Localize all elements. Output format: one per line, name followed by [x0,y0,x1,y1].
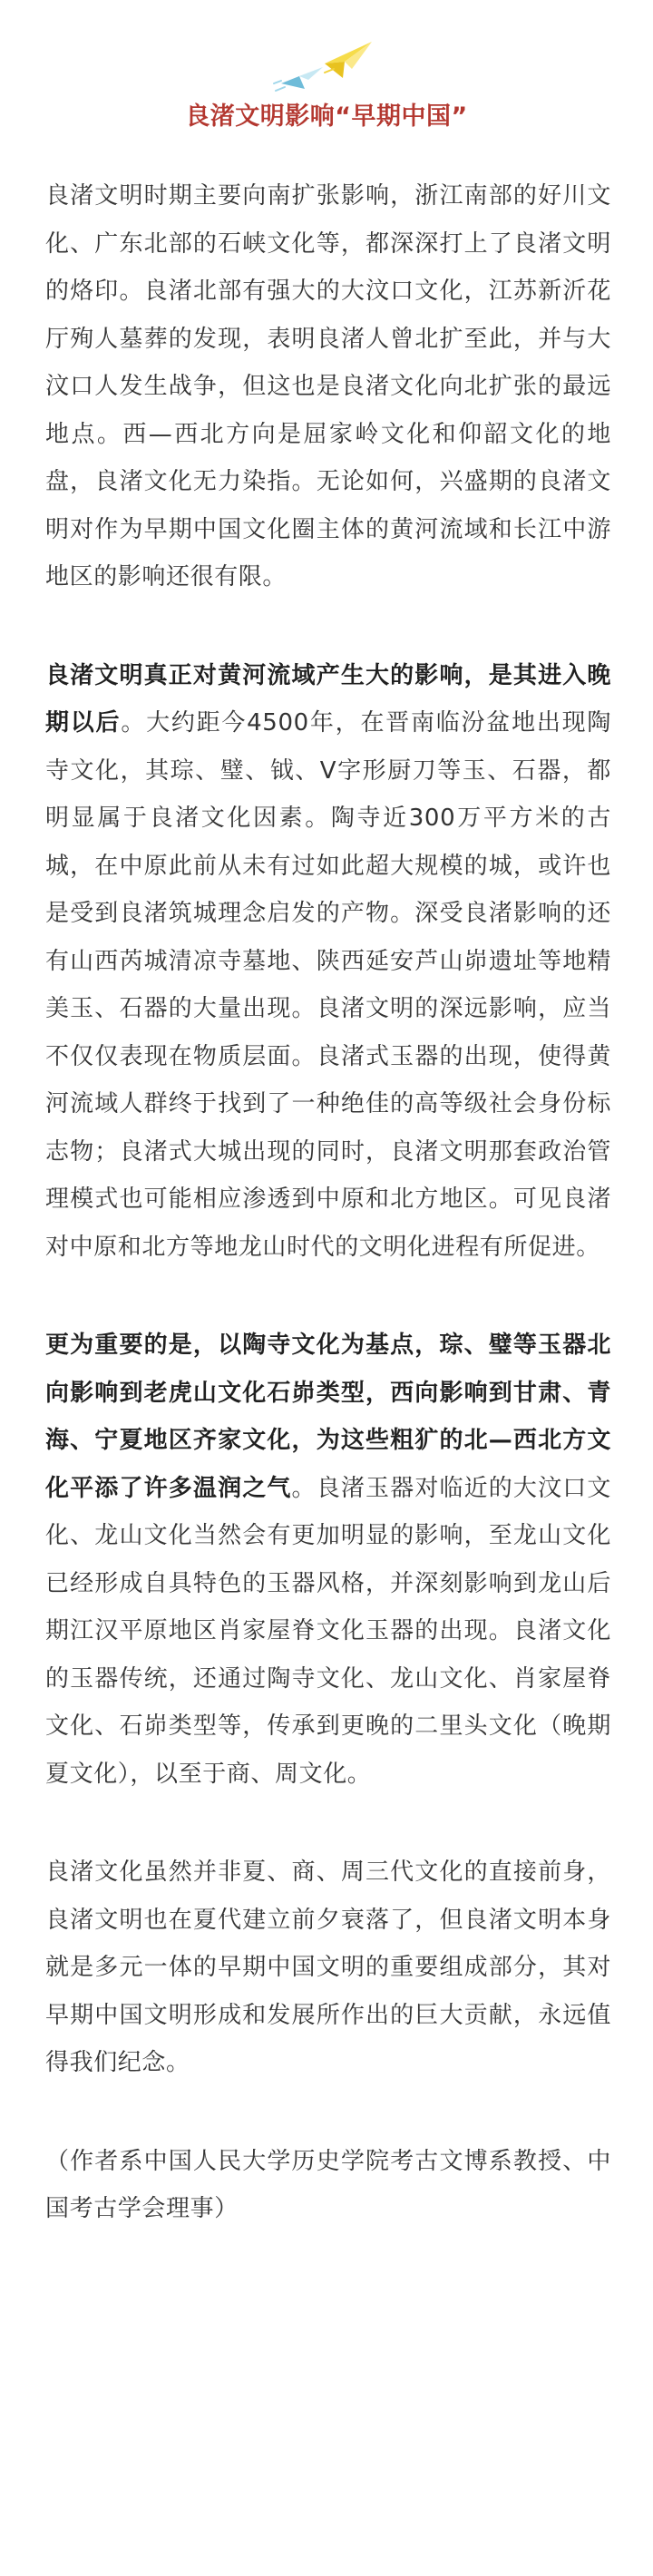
paper-plane-yellow-icon [325,42,372,78]
paper-plane-blue-icon [274,67,323,91]
paragraph-3 [45,1322,611,1798]
article-header [0,36,653,145]
paragraph-4 [45,1849,611,2087]
author-note: （作者系中国人民大学历史学院考古文博系教授、中国考古学会理事） [45,2147,611,2222]
paragraph-1 [45,172,611,601]
paragraph-3-text: 。良渚玉器对临近的大汶口文化、龙山文化当然会有更加明显的影响，至龙山文化已经形成自具特色的玉器风格，并深刻影响到龙山后期江汉平原地区肖家屋脊文化玉器的出现。良渚文化的玉器传统，还通过陶寺文化、龙山文化、肖家屋脊文化、石峁类型等，传承到更晚的二里头文化（晚期夏文化），以至于商、周文化。 [45,1474,611,1788]
paragraph-2-emphasis: 良渚文明真正对黄河流域产生大的影响，是其进入晚期以后 [45,661,611,737]
paragraph-1-text: 良渚文明时期主要向南扩张影响，浙江南部的好川文化、广东北部的石峡文化等，都深深打上了良渚文明的烙印。良渚北部有强大的大汶口文化，江苏新沂花厅殉人墓葬的发现，表明良渚人曾北扩至此，并与大汶口人发生战争，但这也是良渚文化向北扩张的最远地点。西—西北方向是屈家岭文化和仰韶文化的地盘，良渚文化无力染指。无论如何，兴盛期的良渚文明对作为早期中国文化圈主体的黄河流域和长江中游地区的影响还很有限。 [45,182,611,590]
article-body [45,172,611,2233]
article-title: 良渚文明影响“早期中国” [185,102,468,131]
paper-planes-decoration [272,36,381,94]
paragraph-2 [45,652,611,1272]
paragraph-3-emphasis: 更为重要的是，以陶寺文化为基点，琮、璧等玉器北向影响到老虎山文化石峁类型，西向影响到甘肃、青海、宁夏地区齐家文化，为这些粗犷的北—西北方文化平添了许多温润之气 [45,1332,611,1502]
paragraph-4-text: 良渚文化虽然并非夏、商、周三代文化的直接前身，良渚文明也在夏代建立前夕衰落了，但良渚文明本身就是多元一体的早期中国文明的重要组成部分，其对早期中国文明形成和发展所作出的巨大贡献，永远值得我们纪念。 [45,1859,611,2076]
paragraph-2-text: 。大约距今4500年，在晋南临汾盆地出现陶寺文化，其琮、璧、钺、V字形厨刀等玉、石器，都明显属于良渚文化因素。陶寺近300万平方米的古城，在中原此前从未有过如此超大规模的城，或许也是受到良渚筑城理念启发的产物。深受良渚影响的还有山西芮城清凉寺墓地、陕西延安芦山峁遗址等地精美玉、石器的大量出现。良渚文明的深远影响，应当不仅仅表现在物质层面。良渚式玉器的出现，使得黄河流域人群终于找到了一种绝佳的高等级社会身份标志物；良渚式大城出现的同时，良渚文明那套政治管理模式也可能相应渗透到中原和北方地区。可见良渚对中原和北方等地龙山时代的文明化进程有所促进。 [45,709,611,1261]
